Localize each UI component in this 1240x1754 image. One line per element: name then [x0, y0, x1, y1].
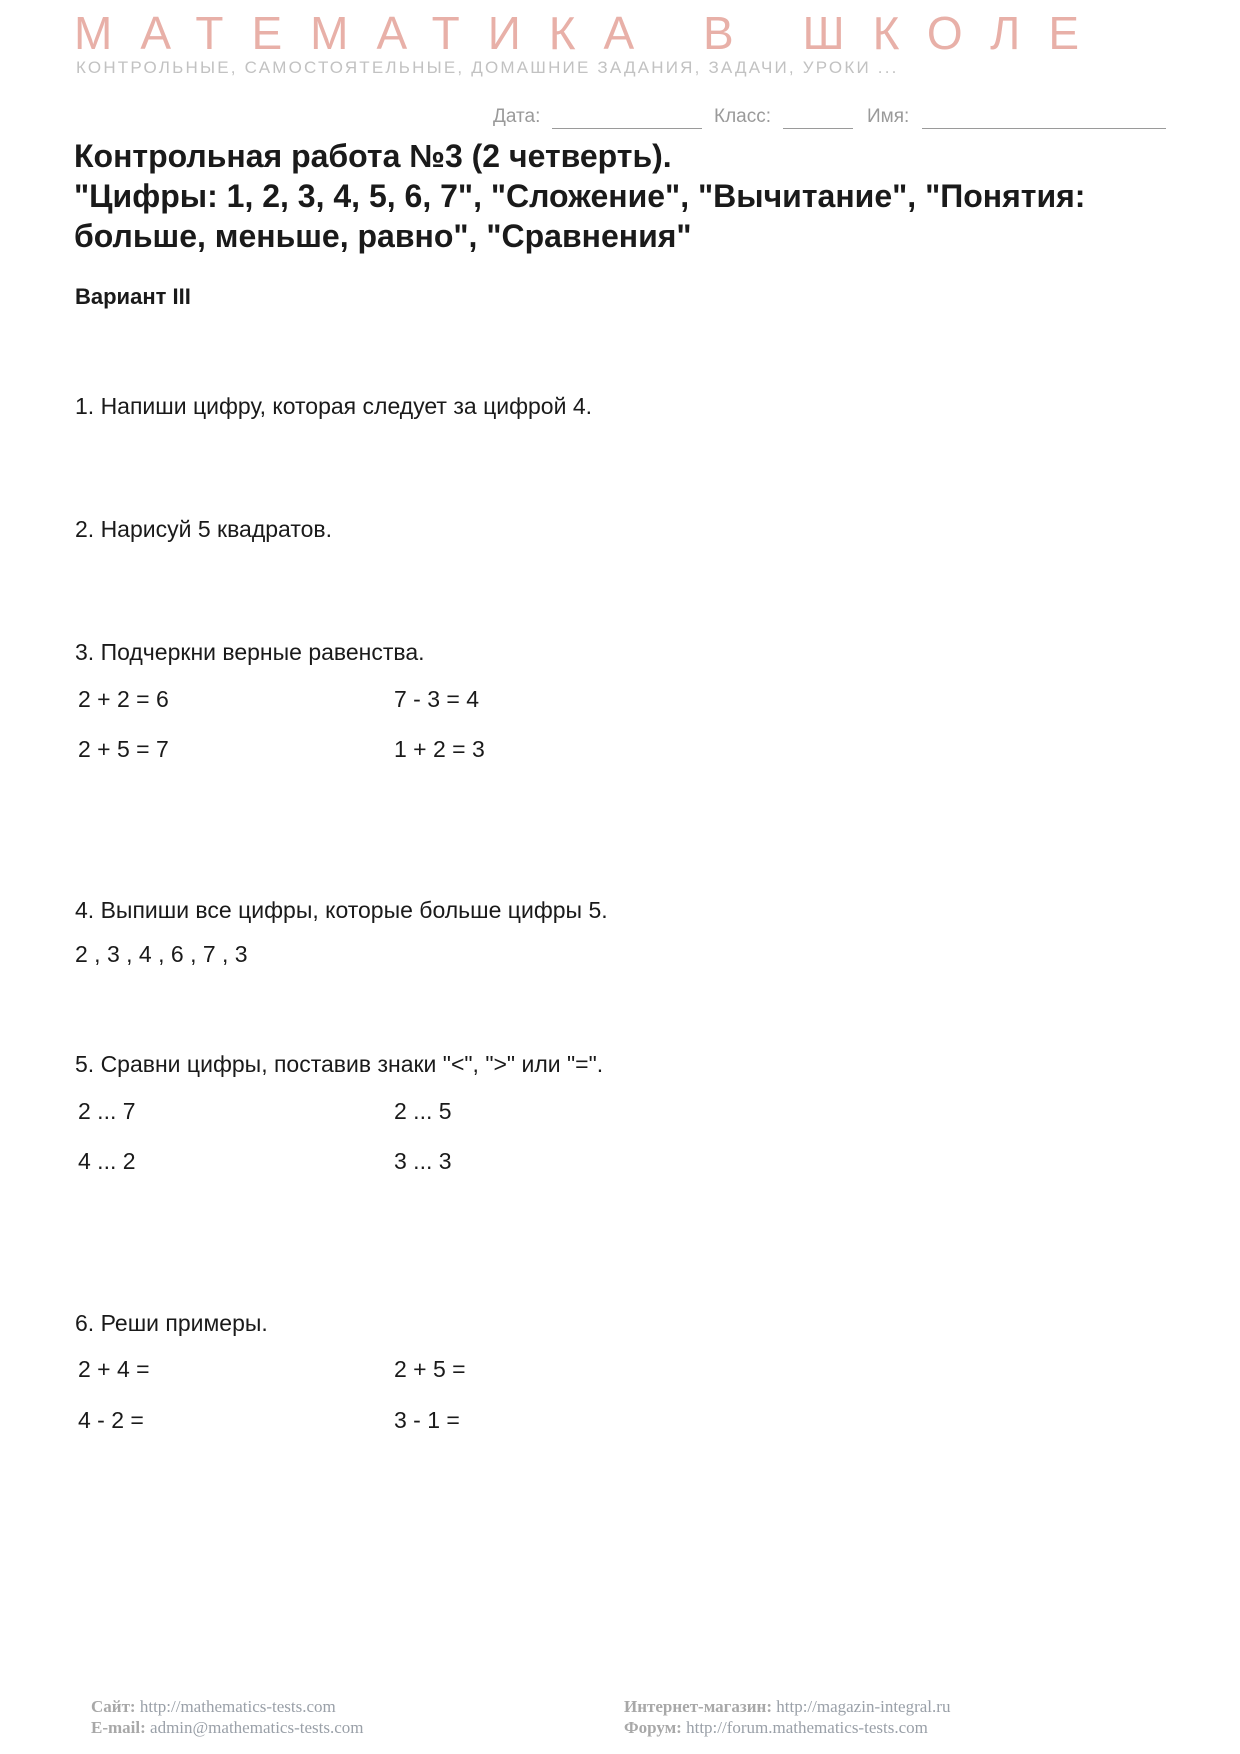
task-3-prompt: 3. Подчеркни верные равенства.	[75, 639, 425, 665]
footer-forum-label: Форум:	[624, 1718, 682, 1737]
variant-label: Вариант III	[75, 284, 191, 309]
footer-site-link[interactable]: http://mathematics-tests.com	[139, 1697, 336, 1716]
footer-email	[91, 1718, 364, 1738]
task-3-item: 2 + 2 = 6	[78, 686, 169, 712]
class-label: Класс:	[714, 106, 771, 127]
task-3-item: 2 + 5 = 7	[78, 736, 169, 762]
task-2-prompt: 2. Нарисуй 5 квадратов.	[75, 516, 333, 542]
task-5-item: 3 ... 3	[394, 1148, 452, 1174]
task-4-digits: 2 , 3 , 4 , 6 , 7 , 3	[75, 941, 248, 967]
task-4-prompt: 4. Выпиши все цифры, которые больше цифры 5.	[75, 897, 608, 923]
title-line-3: больше, меньше, равно", "Сравнения"	[74, 218, 692, 254]
task-3-item: 1 + 2 = 3	[394, 736, 485, 762]
task-5-item: 2 ... 7	[78, 1098, 136, 1124]
footer-email-label: E-mail:	[91, 1718, 146, 1737]
task-5-item: 4 ... 2	[78, 1148, 136, 1174]
task-6-item: 2 + 5 =	[394, 1356, 466, 1382]
footer-shop	[624, 1697, 950, 1717]
footer-site	[91, 1697, 336, 1717]
document-title	[74, 136, 1174, 256]
brand-title: МАТЕМАТИКА В ШКОЛЕ	[74, 7, 1108, 59]
name-label: Имя:	[867, 106, 910, 127]
task-6-prompt: 6. Реши примеры.	[75, 1310, 268, 1336]
task-6-item: 4 - 2 =	[78, 1407, 144, 1433]
date-label: Дата:	[493, 106, 541, 127]
title-line-2: "Цифры: 1, 2, 3, 4, 5, 6, 7", "Сложение", "Вычитание", "Понятия:	[74, 178, 1086, 214]
title-line-1: Контрольная работа №3 (2 четверть).	[74, 138, 672, 174]
footer-shop-label: Интернет-магазин:	[624, 1697, 772, 1716]
footer-forum	[624, 1718, 928, 1738]
date-field[interactable]	[552, 128, 702, 129]
footer-forum-link[interactable]: http://forum.mathematics-tests.com	[686, 1718, 928, 1737]
task-5-item: 2 ... 5	[394, 1098, 452, 1124]
name-field[interactable]	[922, 128, 1166, 129]
footer-shop-link[interactable]: http://magazin-integral.ru	[776, 1697, 951, 1716]
footer-email-link[interactable]: admin@mathematics-tests.com	[150, 1718, 364, 1737]
task-6-item: 3 - 1 =	[394, 1407, 460, 1433]
task-3-item: 7 - 3 = 4	[394, 686, 480, 712]
task-1-prompt: 1. Напиши цифру, которая следует за цифрой 4.	[75, 393, 593, 419]
brand-subtitle: КОНТРОЛЬНЫЕ, САМОСТОЯТЕЛЬНЫЕ, ДОМАШНИЕ ЗАДАНИЯ, ЗАДАЧИ, УРОКИ ...	[76, 58, 899, 77]
class-field[interactable]	[783, 128, 853, 129]
task-5-prompt: 5. Сравни цифры, поставив знаки "<", ">" или "=".	[75, 1051, 604, 1077]
footer-site-label: Сайт:	[91, 1697, 136, 1716]
task-6-item: 2 + 4 =	[78, 1356, 150, 1382]
